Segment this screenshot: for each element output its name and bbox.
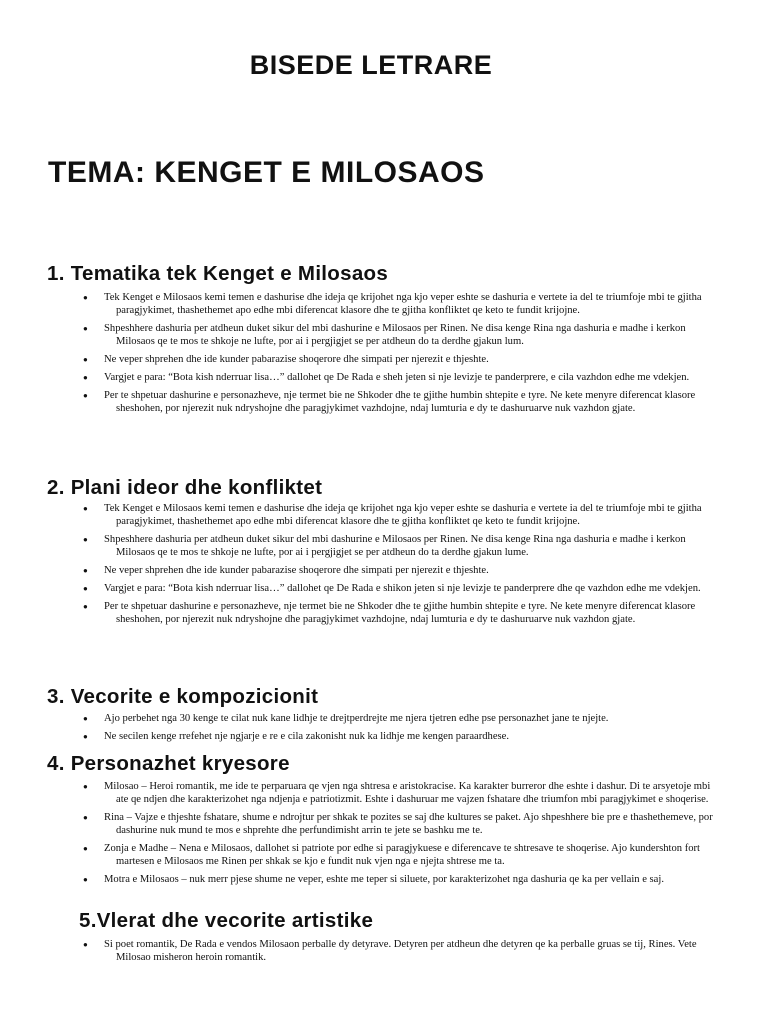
list-item-text: Ajo perbehet nga 30 kenge te cilat nuk kane lidhje te drejtperdrejte me njera tjetren edhe pse personazhet jane te njejte.	[104, 713, 609, 724]
section-list-3	[84, 712, 724, 748]
topic-heading: TEMA: KENGET E MILOSAOS	[48, 156, 485, 189]
list-item-text: Shpeshhere dashuria per atdheun duket sikur del mbi dashurine e Milosaos per Rinen. Ne disa kenge Rina nga dashuria e madhe i kerkon Milosaos qe te mos te shkoje ne lufte, por ai i pergjigjet se per atdheun do ta derdhe gjakun lum.	[104, 323, 686, 347]
list-item	[84, 842, 724, 868]
list-item	[84, 564, 724, 577]
list-item-text: Motra e Milosaos – nuk merr pjese shume ne veper, eshte me teper si siluete, por karakterizohet nga dashuria qe ka per vellain e saj.	[104, 874, 664, 885]
section-list-4	[84, 780, 724, 891]
list-item-text: Per te shpetuar dashurine e personazheve, nje termet bie ne Shkoder dhe te gjithe humbin shtepite e tyre. Ne kete menyre diferencat klasore sheshohen, por njerezit nuk ndryshojne dhe paragjykimet vazhdojne, ndaj lumturia e dy te dashuruarve nuk vazhdon gjate.	[104, 390, 696, 414]
list-item	[84, 730, 724, 743]
list-item-text: Ne veper shprehen dhe ide kunder pabarazise shoqerore dhe simpati per njerezit e thjeshte.	[104, 565, 489, 576]
list-item	[84, 353, 724, 366]
list-item	[84, 873, 724, 886]
section-list-5	[84, 938, 724, 969]
bullet-icon: ●	[83, 732, 88, 741]
bullet-icon: ●	[83, 844, 88, 853]
bullet-icon: ●	[83, 782, 88, 791]
list-item-text: Ne veper shprehen dhe ide kunder pabarazise shoqerore dhe simpati per njerezit e thjeshte.	[104, 354, 489, 365]
bullet-icon: ●	[83, 602, 88, 611]
list-item	[84, 322, 724, 348]
list-item-text: Tek Kenget e Milosaos kemi temen e dashurise dhe ideja qe krijohet nga kjo veper eshte se dashuria e vertete ia del te triumfoje mbi te gjitha paragjykimet, thashethemet apo edhe mbi diferencat klasore dhe te gjitha konfliktet qe keto te fundit krijojne.	[104, 503, 702, 527]
section-heading-4: 4. Personazhet kryesore	[47, 752, 290, 775]
list-item	[84, 533, 724, 559]
list-item-text: Tek Kenget e Milosaos kemi temen e dashurise dhe ideja qe krijohet nga kjo veper eshte se dashuria e vertete ia del te triumfoje mbi te gjitha paragjykimet, thashethemet apo edhe mbi diferencat klasore dhe te gjitha konfliktet qe keto te fundit krijojne.	[104, 292, 702, 316]
section-heading-1: 1. Tematika tek Kenget e Milosaos	[47, 262, 389, 285]
bullet-icon: ●	[83, 391, 88, 400]
list-item-text: Vargjet e para: “Bota kish nderruar lisa…” dallohet qe De Rada e shikon jeten si nje levizje te panderprere dhe qe vazhdon edhe me vdekjen.	[104, 583, 701, 594]
bullet-icon: ●	[83, 940, 88, 949]
bullet-icon: ●	[83, 324, 88, 333]
list-item-text: Milosao – Heroi romantik, me ide te perparuara qe vjen nga shtresa e aristokracise. Ka karakter burreror dhe eshte i dashur. Di te arsyetoje mbi ate qe ndjen dhe karakterizohet nga ndjenja e patriotizmit. Eshte i dashuruar me vajzen fshatare dhe triumfon mbi paragjykimet e shoqerise.	[104, 781, 711, 805]
list-item-text: Vargjet e para: “Bota kish nderruar lisa…” dallohet qe De Rada e sheh jeten si nje levizje te panderprere, e cila vazhdon edhe me vdekjen.	[104, 372, 690, 383]
list-item-text: Zonja e Madhe – Nena e Milosaos, dallohet si patriote por edhe si paragjykuese e diferencave te shtresave te shoqerise. Ajo kundershton fort martesen e Milosaos me Rinen per shkak se kjo e fundit nuk vjen nga e njejta shtrese me ta.	[104, 843, 701, 867]
list-item-text: Per te shpetuar dashurine e personazheve, nje termet bie ne Shkoder dhe te gjithe humbin shtepite e tyre. Ne kete menyre diferencat klasore sheshohen, por njerezit nuk ndryshojne dhe paragjykimet vazhdojne, ndaj lumturia e dy te dashuruarve nuk vazhdon gjate.	[104, 601, 696, 625]
list-item	[84, 811, 724, 837]
list-item	[84, 371, 724, 384]
list-item	[84, 780, 724, 806]
bullet-icon: ●	[83, 566, 88, 575]
list-item	[84, 938, 724, 964]
section-heading-5: 5.Vlerat dhe vecorite artistike	[79, 909, 374, 932]
list-item	[84, 389, 724, 415]
bullet-icon: ●	[83, 813, 88, 822]
bullet-icon: ●	[83, 714, 88, 723]
bullet-icon: ●	[83, 584, 88, 593]
section-heading-2: 2. Plani ideor dhe konfliktet	[47, 476, 323, 499]
list-item	[84, 502, 724, 528]
list-item-text: Si poet romantik, De Rada e vendos Milosaon perballe dy detyrave. Detyren per atdheun dhe detyren qe ka perballe gruas se tij, Rines. Vete Milosao misheron heroin romantik.	[104, 939, 697, 963]
list-item-text: Shpeshhere dashuria per atdheun duket sikur del mbi dashurine e Milosaos per Rinen. Ne disa kenge Rina nga dashuria e madhe i kerkon Milosaos qe te mos te shkoje ne lufte, por ai i pergjigjet se per atdheun do ta derdhe gjakun lume.	[104, 534, 686, 558]
section-list-2	[84, 502, 724, 631]
bullet-icon: ●	[83, 293, 88, 302]
bullet-icon: ●	[83, 355, 88, 364]
document-title: BISEDE LETRARE	[249, 50, 493, 80]
bullet-icon: ●	[83, 373, 88, 382]
list-item	[84, 291, 724, 317]
list-item-text: Ne secilen kenge rrefehet nje ngjarje e re e cila zakonisht nuk ka lidhje me kengen paraardhese.	[104, 731, 510, 742]
section-list-1	[84, 291, 724, 420]
section-heading-3: 3. Vecorite e kompozicionit	[47, 685, 319, 708]
list-item	[84, 600, 724, 626]
list-item	[84, 712, 724, 725]
bullet-icon: ●	[83, 875, 88, 884]
bullet-icon: ●	[83, 504, 88, 513]
list-item-text: Rina – Vajze e thjeshte fshatare, shume e ndrojtur per shkak te pozites se saj dhe kultures se paket. Ajo shpeshhere bie pre e thashethemeve, por dashurine nuk mund te mos e shprehte dhe perfundimisht arrin te jete se bashku me te.	[104, 812, 713, 836]
bullet-icon: ●	[83, 535, 88, 544]
list-item	[84, 582, 724, 595]
